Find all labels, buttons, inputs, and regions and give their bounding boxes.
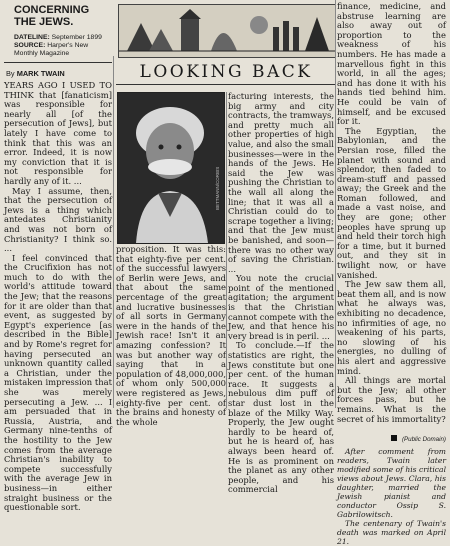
credit-text: (Public Domain) [401, 436, 446, 444]
right-column [337, 1, 446, 546]
paragraph: facturing interests, the big army and city contracts, the tramways, and pretty much all other properties of high value, and also the small businesses—were in the hands of the Jews. He said the Jew was pushing the Christian to the wall all along the line; that it was all a Christian could do to scrape together a living; and that the Jew must be banished, and soon—there was no other way of saving the Christian. ... [228, 91, 334, 274]
dateline [14, 34, 112, 42]
paragraph: YEARS AGO I USED TO THINK that [fanaticism] was responsible for nearly all [of the persecution of Jews], but lately I have come to think that this was an error. Indeed, it is now my conviction that it is not responsible for hardly any of it. ... [4, 80, 112, 186]
paragraph: I feel convinced that the Crucifixion has not much to do with the world's attitude toward the Jew; that the reasons for it are older than that event, as suggested by Egypt's experience [as described in the Bible] and by Rome's regret for having persecuted an unknown quantity called a Christian, under the mistaken impression that she was merely persecuting a Jew. ... I am persuaded that in Russia, Austria, and Germany nine-tenths of the hostility to the Jew comes from the average Christian's inability to compete successfully with the average Jew in business—in either straight business or the questionable sort. [4, 252, 112, 513]
section-rule [116, 84, 336, 85]
endnote-paragraph: After comment from readers, Twain later modified some of his critical views about Jews. Clara, his daughter, married the Jewish pianist and conductor Ossip S. Gabrilowitsch. [337, 447, 446, 520]
kicker-headline: CONCERNING THE JEWS. [14, 4, 90, 28]
dateline-label: DATELINE: [14, 34, 50, 41]
end-mark-icon [391, 435, 397, 441]
credit-line [337, 426, 446, 445]
paragraph: May I assume, then, that the persecution of Jews is a thing which antedates Christianity and was not born of Christianity? I think so. ... [4, 185, 112, 254]
dateline-value: September 1899 [51, 34, 102, 41]
middle-column-2 [228, 91, 334, 495]
middle-column-1 [116, 244, 226, 427]
source-value: Harper's New Monthly Magazine [14, 42, 89, 57]
photo-credit: BETTMANN/CORBIS [215, 166, 220, 210]
paragraph: finance, medicine, and abstruse learning are also away out of proportion to the weakness of his numbers. He has made a marvellous fight in this world, in all the ages; and has done it with his hands tied behind him. He could be vain of himself, and be excused for it. [337, 1, 446, 127]
paragraph: The Jew saw them all, beat them all, and is now what he always was, exhibiting no decadence, no infirmities of age, no weakening of his parts, no slowing of his energies, no dulling of his alert and aggressive mind. [337, 279, 446, 376]
article-text-left [4, 81, 112, 513]
column-rule [335, 0, 336, 408]
article-text-right [337, 2, 446, 424]
column-rule [226, 92, 227, 408]
paragraph: To conclude.—If the statistics are right, the Jews constitute but one per cent. of the human race. It suggests a nebulous dim puff of star dust lost in the blaze of the Milky Way. Properly, the Jew ought hardly to be heard of, but he is heard of, has always been heard of. He is as prominent on the planet as any other people, and his commercial [228, 340, 334, 495]
column-rule [113, 56, 114, 408]
left-column [4, 0, 112, 513]
paragraph: proposition. It was this: that eighty-five per cent. of the successful lawyers of Berlin were Jews, and that about the same percentage of the great and lucrative businesses of all sorts in Germany were in the hands of the Jewish race! Isn't it an amazing confession? It was but another way of saying that in a population of 48,000,000, of whom only 500,000 were registered as Jews, eighty-five per cent. of the brains and honesty of the whole [116, 244, 226, 427]
byline [6, 69, 112, 78]
source-label: SOURCE: [14, 42, 46, 49]
portrait-image [118, 93, 224, 243]
source-line [14, 42, 112, 58]
tower-icon [181, 19, 199, 51]
header-illustration [118, 4, 336, 58]
moon-icon [250, 16, 268, 34]
paragraph: All things are mortal but the Jew; all other forces pass, but he remains. What is the secret of his immortality? [337, 375, 446, 424]
paragraph: You note the crucial point of the mentioned agitation; the argument is that the Christian cannot compete with the Jew, and that hence his very bread is in peril. ... [228, 273, 334, 341]
article-text-mid1 [116, 245, 226, 427]
article-text-mid2 [228, 92, 334, 495]
editor-note [337, 447, 446, 546]
paragraph: The Egyptian, the Babylonian, and the Persian rose, filled the planet with sound and splendor, then faded to dream-stuff and passed away; the Greek and the Roman followed, and made a vast noise, and they are gone; other peoples have sprung up and held their torch high for a time, but it burned out, and they sit in twilight now, or have vanished. [337, 125, 446, 280]
header-illustration-art [119, 5, 335, 57]
endnote-paragraph: The centenary of Twain's death was marked on April 21. [337, 519, 446, 546]
byline-author: MARK TWAIN [16, 69, 65, 78]
divider [4, 62, 112, 63]
byline-prefix: By [6, 69, 15, 78]
section-title: LOOKING BACK [139, 62, 313, 82]
author-portrait [117, 92, 225, 244]
